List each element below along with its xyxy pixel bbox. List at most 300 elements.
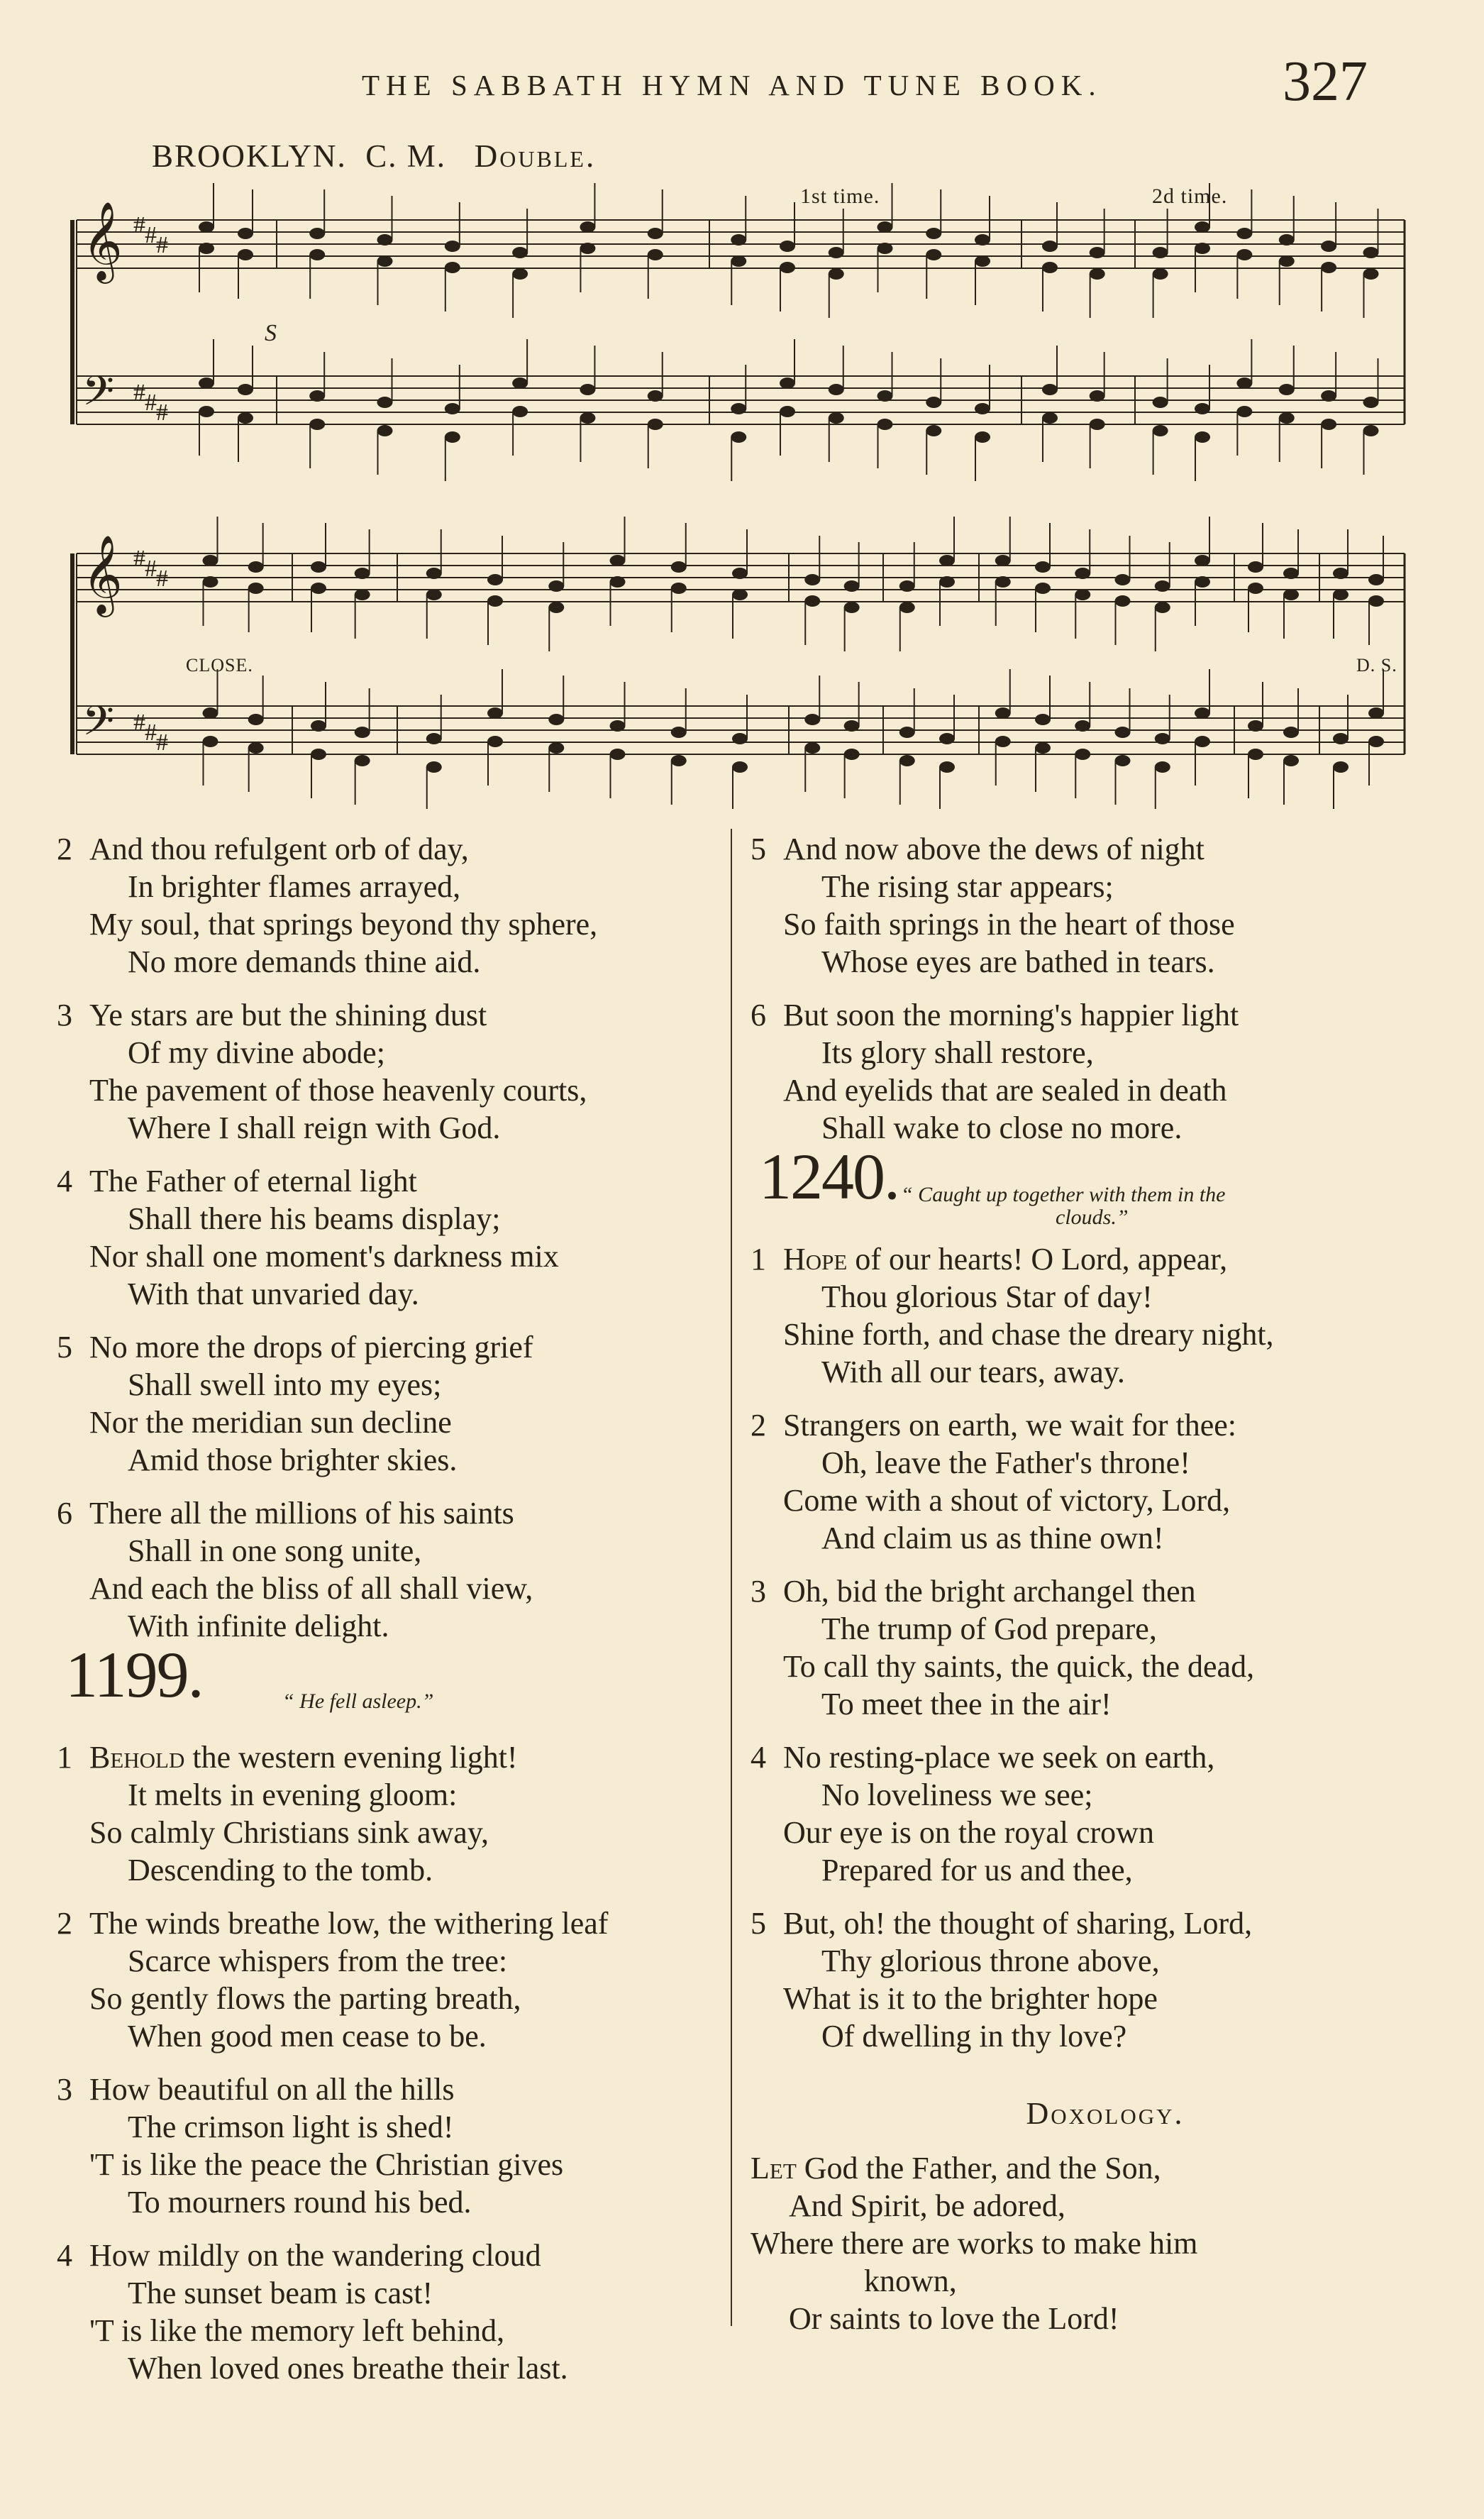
stanza	[751, 830, 1460, 981]
verse-text: Shall there his beams display;	[128, 1201, 501, 1236]
note-head	[780, 241, 795, 252]
hymn-1199-stanzas	[57, 1738, 716, 2387]
note-head	[671, 755, 687, 766]
verse-line	[57, 1905, 716, 1942]
note-head	[512, 406, 528, 417]
key-sharp: #	[156, 566, 168, 592]
verse-text: No loveliness we see;	[821, 1777, 1093, 1812]
verse-text: How beautiful on all the hills	[89, 2072, 455, 2107]
verse-text: The crimson light is shed!	[128, 2110, 454, 2144]
hymn-1199-motto: “ He fell asleep.”	[282, 1690, 434, 1713]
note-head	[804, 714, 820, 725]
note-head	[1368, 707, 1384, 719]
note-head	[580, 243, 595, 254]
note-head	[671, 561, 687, 573]
note-head	[1333, 733, 1349, 744]
running-title: THE SABBATH HYMN AND TUNE BOOK.	[362, 69, 1102, 101]
verse-line	[57, 1109, 716, 1147]
staff-system-2	[72, 517, 1405, 809]
verse-line	[751, 1316, 1460, 1353]
verse-text: But soon the morning's happier light	[783, 998, 1239, 1032]
note-head	[512, 268, 528, 280]
key-sharp: #	[133, 380, 145, 406]
note-head	[199, 377, 214, 389]
note-head	[1090, 390, 1105, 402]
note-head	[1279, 234, 1295, 246]
verse-line	[751, 2300, 1460, 2337]
verse-text: Ye stars are but the shining dust	[89, 998, 487, 1032]
verse-line	[57, 1238, 716, 1275]
note-head	[248, 714, 264, 725]
hymn-1240-heading	[751, 1140, 1460, 1233]
verse-text: With infinite delight.	[128, 1609, 389, 1643]
stanza	[57, 2071, 716, 2221]
note-head	[512, 377, 528, 389]
hymn-1240-motto-line2: clouds.”	[1056, 1206, 1129, 1229]
stanza-number: 4	[57, 1164, 72, 1198]
verse-text: The sunset beam is cast!	[128, 2276, 433, 2310]
note-head	[311, 720, 326, 732]
verse-line	[751, 1942, 1460, 1980]
note-head	[248, 742, 264, 754]
verse-line	[751, 1278, 1460, 1316]
note-head	[1155, 733, 1170, 744]
key-sharp: #	[145, 556, 157, 582]
verse-text: Shall in one song unite,	[128, 1533, 422, 1568]
verse-text: Whose eyes are bathed in tears.	[821, 944, 1215, 979]
stanza	[57, 996, 716, 1147]
verse-lead-word: Let	[751, 2151, 797, 2185]
note-head	[1333, 761, 1349, 773]
note-head	[580, 221, 595, 233]
note-head	[1283, 589, 1299, 600]
verse-line	[751, 830, 1460, 868]
verse-line	[751, 1905, 1460, 1942]
note-head	[1195, 555, 1210, 566]
note-head	[1333, 568, 1349, 579]
stanza-number: 5	[57, 1330, 72, 1365]
note-head	[445, 241, 460, 252]
verse-text: It melts in evening gloom:	[128, 1777, 458, 1812]
note-head	[671, 583, 687, 594]
second-time-label: 2d time.	[1152, 184, 1228, 208]
verse-text: God the Father, and the Son,	[796, 2151, 1161, 2185]
verse-text: The trump of God prepare,	[821, 1611, 1157, 1646]
note-head	[203, 736, 218, 747]
verse-text: And eyelids that are sealed in death	[783, 1073, 1227, 1108]
verse-text: Where there are works to make him	[751, 2226, 1198, 2261]
stanza	[751, 1406, 1460, 1557]
note-head	[731, 431, 746, 443]
note-head	[1042, 262, 1058, 273]
key-sharp: #	[156, 399, 168, 426]
note-head	[899, 580, 915, 592]
verse-text: Nor the meridian sun decline	[89, 1405, 452, 1440]
verse-text: And now above the dews of night	[783, 832, 1205, 866]
note-head	[1090, 247, 1105, 258]
verse-line	[57, 2146, 716, 2183]
note-head	[580, 384, 595, 395]
verse-text: Amid those brighter skies.	[128, 1443, 458, 1477]
note-head	[1321, 241, 1336, 252]
verse-line	[751, 1482, 1460, 1519]
verse-text: There all the millions of his saints	[89, 1496, 514, 1531]
verse-line	[57, 2312, 716, 2349]
key-sharp: #	[145, 390, 157, 416]
note-head	[804, 574, 820, 585]
note-head	[1155, 761, 1170, 773]
note-head	[377, 425, 393, 436]
verse-line	[57, 868, 716, 905]
note-head	[1042, 241, 1058, 252]
verse-line	[751, 1610, 1460, 1648]
note-head	[731, 255, 746, 267]
note-head	[804, 742, 820, 754]
bass-clef: 𝄢	[82, 370, 115, 424]
verse-line	[57, 905, 716, 943]
verse-text: Shine forth, and chase the dreary night,	[783, 1317, 1274, 1352]
note-head	[648, 390, 663, 402]
verse-line	[751, 1980, 1460, 2017]
stanza-number: 6	[57, 1496, 72, 1531]
note-head	[780, 377, 795, 389]
note-head	[355, 727, 370, 738]
verse-line	[57, 1071, 716, 1109]
note-head	[648, 419, 663, 430]
note-head	[939, 555, 955, 566]
column-divider	[731, 829, 732, 2326]
note-head	[1236, 249, 1252, 260]
note-head	[731, 403, 746, 414]
verse-lead-word: Hope	[783, 1242, 848, 1277]
note-head	[780, 262, 795, 273]
note-head	[1248, 720, 1263, 732]
note-head	[309, 419, 325, 430]
note-head	[1042, 384, 1058, 395]
bass-clef: 𝄢	[82, 700, 115, 754]
note-head	[199, 406, 214, 417]
key-sharp: #	[133, 710, 145, 736]
note-head	[1248, 583, 1263, 594]
note-head	[355, 755, 370, 766]
note-head	[829, 247, 844, 258]
verse-line	[751, 1034, 1460, 1071]
note-head	[829, 412, 844, 424]
verse-line	[57, 1814, 716, 1851]
note-head	[1248, 561, 1263, 573]
note-head	[926, 425, 941, 436]
tune-meter: C. M.	[365, 138, 447, 174]
doxology-title: Doxology.	[1026, 2096, 1185, 2131]
verse-line	[751, 1814, 1460, 1851]
note-head	[238, 384, 253, 395]
note-head	[445, 403, 460, 414]
note-head	[203, 555, 218, 566]
note-head	[248, 561, 264, 573]
note-head	[844, 580, 860, 592]
verse-text: In brighter flames arrayed,	[128, 869, 461, 904]
verse-text: When good men cease to be.	[128, 2019, 487, 2054]
verse-text: Strangers on earth, we wait for thee:	[783, 1408, 1236, 1443]
verse-text: Scarce whispers from the tree:	[128, 1944, 508, 1978]
note-head	[1115, 595, 1131, 607]
verse-line	[57, 1200, 716, 1238]
verse-text: And each the bliss of all shall view,	[89, 1571, 533, 1606]
stanza-number: 4	[57, 2238, 72, 2273]
hymn-number-1240: 1240.	[759, 1140, 899, 1213]
verse-text: the western evening light!	[184, 1740, 518, 1775]
note-head	[199, 243, 214, 254]
stanza-number: 5	[751, 832, 766, 866]
verse-line	[57, 1851, 716, 1889]
verse-line	[751, 996, 1460, 1034]
note-head	[487, 574, 503, 585]
note-head	[844, 749, 860, 760]
verse-line	[751, 943, 1460, 981]
key-sharp: #	[145, 222, 157, 248]
verse-text: To call thy saints, the quick, the dead,	[783, 1649, 1255, 1684]
note-head	[1368, 574, 1384, 585]
verse-text: To meet thee in the air!	[821, 1687, 1112, 1721]
verse-line	[751, 2262, 1460, 2300]
note-head	[426, 589, 442, 600]
note-head	[203, 576, 218, 588]
verse-text: So calmly Christians sink away,	[89, 1815, 489, 1850]
note-head	[199, 221, 214, 233]
verse-line	[57, 2183, 716, 2221]
note-head	[1035, 583, 1051, 594]
note-head	[829, 384, 844, 395]
verse-text: Come with a shout of victory, Lord,	[783, 1483, 1231, 1518]
verse-text: The winds breathe low, the withering leaf	[89, 1906, 609, 1941]
verse-text: Oh, bid the bright archangel then	[783, 1574, 1196, 1609]
verse-text: Or saints to love the Lord!	[789, 2301, 1119, 2336]
verse-line	[57, 943, 716, 981]
note-head	[1075, 720, 1090, 732]
verse-text: known,	[864, 2264, 957, 2298]
verse-text: And claim us as thine own!	[821, 1521, 1164, 1555]
note-head	[1363, 397, 1379, 408]
verse-text: Where I shall reign with God.	[128, 1110, 501, 1145]
note-head	[512, 247, 528, 258]
verse-text: 'T is like the peace the Christian gives	[89, 2147, 564, 2182]
tune-variant: Double.	[474, 138, 597, 174]
verse-text: And Spirit, be adored,	[789, 2188, 1065, 2223]
verse-text: Prepared for us and thee,	[821, 1853, 1133, 1887]
note-head	[844, 602, 860, 613]
verse-line	[57, 1162, 716, 1200]
note-head	[238, 249, 253, 260]
close-label: CLOSE.	[186, 655, 253, 676]
verse-text: Of my divine abode;	[128, 1035, 385, 1070]
note-head	[377, 397, 393, 408]
note-head	[1321, 390, 1336, 402]
verse-line	[57, 1404, 716, 1441]
segno-sign: S	[265, 320, 277, 346]
note-head	[899, 602, 915, 613]
verse-text: Shall wake to close no more.	[821, 1110, 1183, 1145]
note-head	[732, 761, 748, 773]
verse-line	[751, 1572, 1460, 1610]
note-head	[1279, 384, 1295, 395]
stanza	[751, 1240, 1460, 1391]
note-head	[238, 228, 253, 239]
verse-text: My soul, that springs beyond thy sphere,	[89, 907, 598, 942]
note-head	[877, 390, 893, 402]
verse-line	[751, 1071, 1460, 1109]
note-head	[1075, 568, 1090, 579]
verse-text: No resting-place we seek on earth,	[783, 1740, 1215, 1775]
note-head	[995, 736, 1011, 747]
verse-text: With that unvaried day.	[128, 1277, 419, 1311]
note-head	[238, 412, 253, 424]
note-head	[732, 568, 748, 579]
note-head	[1279, 412, 1295, 424]
verse-line	[57, 2274, 716, 2312]
verse-line	[751, 1444, 1460, 1482]
stanza	[57, 2237, 716, 2387]
verse-text: To mourners round his bed.	[128, 2185, 472, 2220]
note-head	[309, 249, 325, 260]
verse-text: Shall swell into my eyes;	[128, 1367, 442, 1402]
note-head	[829, 268, 844, 280]
verse-text: Our eye is on the royal crown	[783, 1815, 1154, 1850]
verse-line	[751, 1406, 1460, 1444]
verse-line	[751, 1648, 1460, 1685]
hymn-1240-stanzas	[751, 1240, 1460, 2055]
verse-line	[57, 1441, 716, 1479]
note-head	[1115, 755, 1131, 766]
verse-text: How mildly on the wandering cloud	[89, 2238, 541, 2273]
verse-line	[57, 1942, 716, 1980]
note-head	[1153, 268, 1168, 280]
verse-line	[57, 1275, 716, 1313]
verse-text: Descending to the tomb.	[128, 1853, 433, 1887]
verse-line	[57, 2108, 716, 2146]
verse-line	[751, 1738, 1460, 1776]
stanza-number: 3	[751, 1574, 766, 1609]
verse-text: When loved ones breathe their last.	[128, 2351, 568, 2386]
note-head	[355, 589, 370, 600]
verse-line	[57, 2349, 716, 2387]
note-head	[548, 714, 564, 725]
verse-text: No more demands thine aid.	[128, 944, 481, 979]
note-head	[1155, 580, 1170, 592]
stanza	[57, 1494, 716, 1645]
stanza	[751, 1738, 1460, 1889]
stanza	[57, 1162, 716, 1313]
note-head	[804, 595, 820, 607]
note-head	[1279, 255, 1295, 267]
verse-line	[751, 2017, 1460, 2055]
note-head	[939, 733, 955, 744]
note-head	[1195, 243, 1210, 254]
stanza	[57, 830, 716, 981]
first-time-label: 1st time.	[800, 184, 880, 208]
note-head	[1075, 749, 1090, 760]
verse-line	[57, 2071, 716, 2108]
verse-line	[751, 1353, 1460, 1391]
note-head	[995, 707, 1011, 719]
stanza-number: 1	[751, 1242, 766, 1277]
note-head	[1075, 589, 1090, 600]
note-head	[248, 583, 264, 594]
stanza-number: 2	[751, 1408, 766, 1443]
note-head	[975, 255, 990, 267]
hymn-1240-motto-line1: “ Caught up together with them in the	[901, 1183, 1226, 1206]
verse-line	[57, 996, 716, 1034]
verse-text: 'T is like the memory left behind,	[89, 2313, 505, 2348]
note-head	[1115, 727, 1131, 738]
verse-line	[57, 1034, 716, 1071]
verse-line	[57, 1738, 716, 1776]
verse-lead-word: Behold	[89, 1740, 185, 1775]
note-head	[899, 755, 915, 766]
verse-text: With all our tears, away.	[821, 1355, 1125, 1389]
doxology-text	[751, 2149, 1460, 2337]
note-head	[1195, 707, 1210, 719]
verse-text: Of dwelling in thy love?	[821, 2019, 1127, 2054]
note-head	[610, 749, 626, 760]
note-head	[548, 580, 564, 592]
key-sharp: #	[156, 232, 168, 258]
note-head	[487, 707, 503, 719]
note-head	[732, 589, 748, 600]
verse-line	[57, 1366, 716, 1404]
left-column	[57, 830, 716, 2403]
note-head	[1283, 568, 1299, 579]
verse-text: Thou glorious Star of day!	[821, 1279, 1153, 1314]
note-head	[1368, 736, 1384, 747]
note-head	[377, 234, 393, 246]
stanza	[751, 1572, 1460, 1723]
key-sharp: #	[133, 212, 145, 238]
note-head	[610, 576, 626, 588]
note-head	[939, 761, 955, 773]
verse-line	[751, 2225, 1460, 2262]
note-head	[975, 403, 990, 414]
note-head	[1153, 247, 1168, 258]
verse-text: What is it to the brighter hope	[783, 1981, 1158, 2016]
note-head	[1035, 742, 1051, 754]
note-head	[311, 561, 326, 573]
note-head	[975, 234, 990, 246]
verse-text: No more the drops of piercing grief	[89, 1330, 533, 1365]
note-head	[1283, 755, 1299, 766]
note-head	[926, 228, 941, 239]
verse-line	[57, 1980, 716, 2017]
verse-line	[57, 2237, 716, 2274]
note-head	[487, 736, 503, 747]
page-number: 327	[1283, 50, 1368, 113]
note-head	[1283, 727, 1299, 738]
stanza-number: 2	[57, 832, 72, 866]
note-head	[877, 243, 893, 254]
hymn-1199-heading	[57, 1638, 716, 1731]
hymn-number-1199: 1199.	[65, 1638, 203, 1711]
verse-line	[751, 868, 1460, 905]
note-head	[926, 249, 941, 260]
note-head	[1248, 749, 1263, 760]
note-head	[1195, 736, 1210, 747]
music-score	[0, 0, 1484, 809]
key-sharp: #	[156, 729, 168, 756]
verse-line	[751, 1776, 1460, 1814]
verse-line	[57, 1776, 716, 1814]
tune-name: BROOKLYN.	[152, 138, 347, 174]
stanza-number: 4	[751, 1740, 766, 1775]
note-head	[671, 727, 687, 738]
